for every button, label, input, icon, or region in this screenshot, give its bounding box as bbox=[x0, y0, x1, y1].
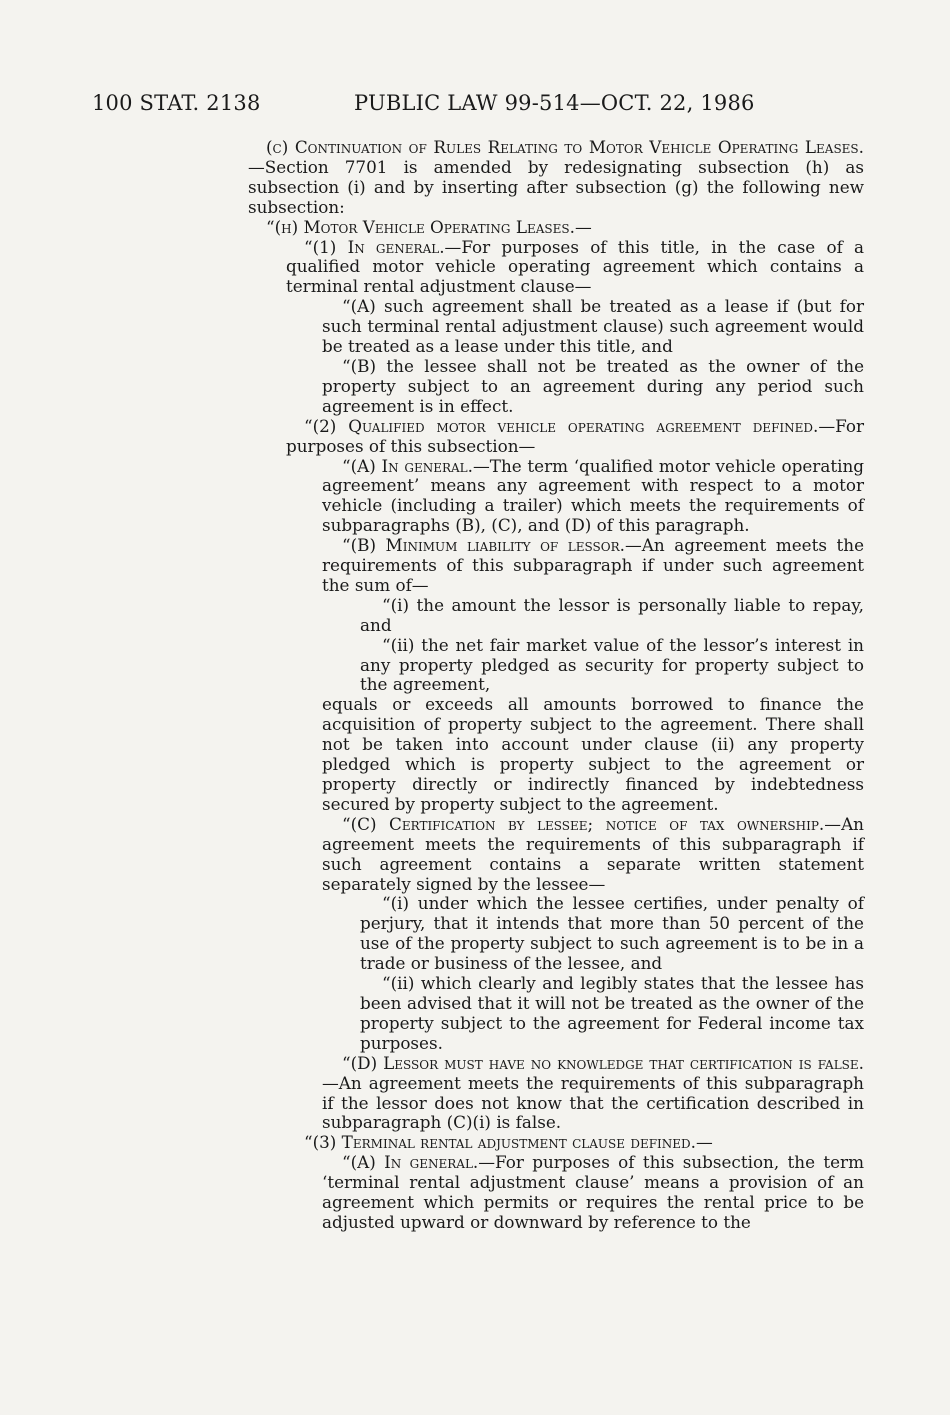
subsection-c bbox=[248, 138, 864, 218]
paragraph-1-heading: “(1) In general. bbox=[304, 236, 445, 257]
paragraph-3-A: “(A) In general.—For purposes of this subsection, the term ‘terminal rental adjustment clause’ means a provision of an agreement which permits or requires the rental price to be adjusted upward or downward by reference to the bbox=[322, 1152, 864, 1232]
paragraph-3: “(3) Terminal rental adjustment clause defined.— bbox=[304, 1132, 713, 1153]
subsection-c-text: —Section 7701 is amended by redesignating subsection (h) as subsection (i) and by inserting after subsection (g) the following new subsection: bbox=[248, 156, 864, 217]
public-law-title: PUBLIC LAW 99-514—OCT. 22, 1986 bbox=[354, 91, 755, 115]
paragraph-1 bbox=[248, 238, 864, 298]
paragraph-1-B: “(B) the lessee shall not be treated as the owner of the property subject to an agreement during any period such agreement is in effect. bbox=[322, 355, 864, 416]
paragraph-2-B-ii: “(ii) the net fair market value of the lessor’s interest in any property pledged as security for property subject to the agreement, bbox=[360, 634, 864, 695]
paragraph-2-D: “(D) Lessor must have no knowledge that certification is false.—An agreement meets the requirements of this subparagraph if the lessor does not know that the certification described in subparagraph (C)(i) is false. bbox=[322, 1052, 864, 1133]
paragraph-2-B-i: “(i) the amount the lessor is personally liable to repay, and bbox=[360, 594, 864, 635]
paragraph-2-C-i: “(i) under which the lessee certifies, under penalty of perjury, that it intends that more than 50 percent of the use of the property subject to such agreement is to be in a trade or business of the lessee, and bbox=[360, 893, 864, 974]
paragraph-2-A: “(A) In general.—The term ‘qualified motor vehicle operating agreement’ means any agreement with respect to a motor vehicle (including a trailer) which meets the requirements of subparagraphs (B), (C), and (D) of this paragraph. bbox=[322, 455, 864, 536]
subsection-c-heading: (c) Continuation of Rules Relating to Motor Vehicle Operating Leases. bbox=[266, 137, 864, 157]
paragraph-2-B-tail: equals or exceeds all amounts borrowed to finance the acquisition of property subject to the agreement. There shall not be taken into account under clause (ii) any property pledged which is property subject to the agreement or property directly or indirectly financed by indebtedness secured by property subject to the agreement. bbox=[322, 694, 864, 814]
subsection-h-heading: “(h) Motor Vehicle Operating Leases.— bbox=[266, 216, 592, 237]
paragraph-2 bbox=[248, 417, 864, 457]
paragraph-2-heading: “(2) Qualified motor vehicle operating agreement defined. bbox=[304, 415, 819, 436]
paragraph-1-text: —For purposes of this title, in the case of a qualified motor vehicle operating agreement which contains a terminal rental adjustment clause— bbox=[286, 236, 865, 297]
paragraph-1-A: “(A) such agreement shall be treated as a lease if (but for such terminal rental adjustment clause) such agreement would be treated as a lease under this title, and bbox=[322, 296, 864, 357]
paragraph-2-C-ii: “(ii) which clearly and legibly states that the lessee has been advised that it will not be treated as the owner of the property subject to the agreement for Federal income tax purposes. bbox=[360, 973, 864, 1053]
statute-page-number: 100 STAT. 2138 bbox=[92, 91, 261, 115]
page-header bbox=[92, 88, 872, 118]
statute-body bbox=[248, 138, 864, 1233]
paragraph-2-text: —For purposes of this subsection— bbox=[286, 415, 864, 456]
paragraph-2-B: “(B) Minimum liability of lessor.—An agreement meets the requirements of this subparagraph if under such agreement the sum of— bbox=[322, 535, 864, 595]
paragraph-2-C: “(C) Certification by lessee; notice of tax ownership.—An agreement meets the requirements of this subparagraph if such agreement contains a separate written statement separately signed by the lessee— bbox=[322, 813, 864, 894]
